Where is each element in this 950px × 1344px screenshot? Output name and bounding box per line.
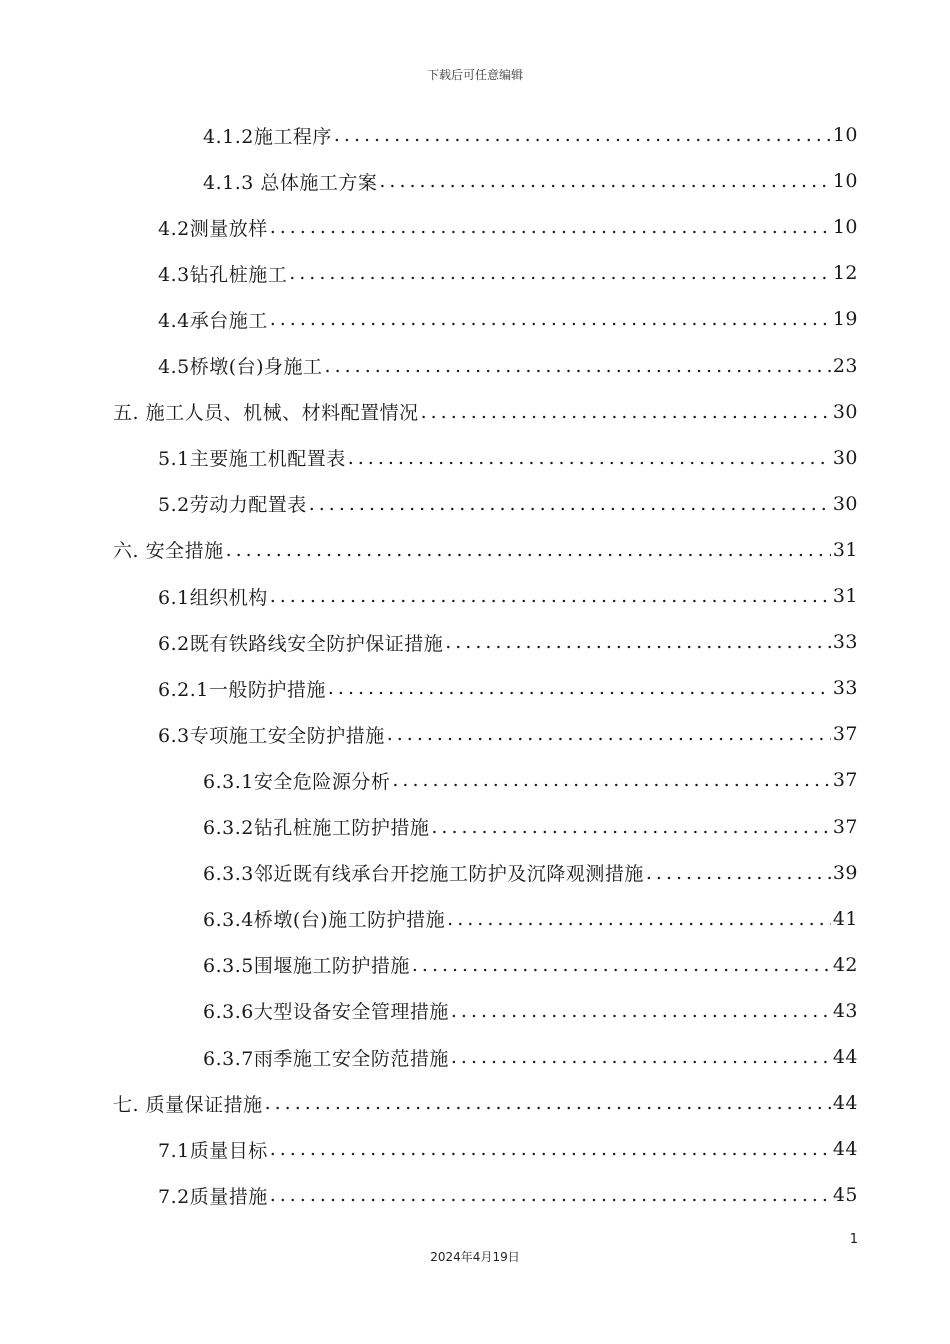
toc-entry-page: 19 <box>832 308 858 331</box>
toc-entry-label: 7.1质量目标 <box>158 1139 268 1162</box>
toc-leader-dots <box>646 862 831 884</box>
toc-entry-page: 37 <box>832 723 858 746</box>
toc-entry-page: 45 <box>832 1184 858 1207</box>
toc-entry[interactable] <box>0 389 858 435</box>
toc-leader-dots <box>447 908 831 930</box>
toc-entry-label: 4.5桥墩(台)身施工 <box>158 356 323 378</box>
toc-leader-dots <box>270 585 831 607</box>
toc-leader-dots <box>451 1046 831 1068</box>
toc-entry-page: 44 <box>832 1138 858 1161</box>
toc-entry-label: 6.3.6大型设备安全管理措施 <box>203 1001 449 1024</box>
toc-leader-dots <box>348 447 831 469</box>
toc-entry-label: 7.2质量措施 <box>158 1185 268 1208</box>
toc-leader-dots <box>325 355 831 377</box>
toc-leader-dots <box>334 124 831 146</box>
toc-entry-page: 10 <box>832 124 858 146</box>
toc-entry-label: 6.3.3邻近既有线承台开挖施工防护及沉降观测措施 <box>203 863 644 886</box>
toc-leader-dots <box>387 723 831 745</box>
toc-leader-dots <box>226 539 831 561</box>
toc-entry[interactable] <box>0 158 858 204</box>
footer-date: 2024年4月19日 <box>430 1250 520 1264</box>
toc-entry-label: 6.3.5围堰施工防护措施 <box>203 955 410 978</box>
toc-entry-label: 6.2.1一般防护措施 <box>158 678 326 701</box>
toc-entry-label: 6.3.7雨季施工安全防范措施 <box>203 1047 449 1070</box>
toc-entry-page: 44 <box>832 1092 858 1115</box>
toc-entry[interactable] <box>0 204 858 250</box>
toc-leader-dots <box>379 170 830 192</box>
toc-leader-dots <box>445 631 831 653</box>
toc-entry[interactable] <box>0 757 858 803</box>
page-number: 1 <box>849 1232 858 1247</box>
toc-entry-page: 33 <box>832 677 858 700</box>
toc-entry[interactable] <box>0 711 858 757</box>
toc-entry-label: 6.1组织机构 <box>158 586 268 609</box>
toc-entry-label: 4.4承台施工 <box>158 309 268 332</box>
toc-entry-label: 4.2测量放样 <box>158 217 268 240</box>
toc-leader-dots <box>289 262 831 284</box>
toc-entry[interactable] <box>0 1080 858 1126</box>
toc-entry[interactable] <box>0 804 858 850</box>
toc-entry[interactable] <box>0 343 858 389</box>
toc-leader-dots <box>421 401 831 423</box>
toc-entry-page: 33 <box>832 631 858 654</box>
toc-entry-label: 5.1主要施工机配置表 <box>158 448 346 471</box>
page-header: 下载后可任意编辑 <box>426 68 523 82</box>
toc-entry-page: 30 <box>832 446 858 469</box>
toc-entry-label: 4.3钻孔桩施工 <box>158 263 288 286</box>
toc-entry[interactable] <box>0 1172 858 1218</box>
toc-entry-label: 6.3专项施工安全防护措施 <box>158 724 385 747</box>
toc-entry-page: 39 <box>832 861 858 884</box>
toc-entry-page: 10 <box>832 216 858 239</box>
toc-entry-page: 30 <box>832 400 858 423</box>
toc-entry[interactable] <box>0 896 858 942</box>
toc-entry-label: 五. 施工人员、机械、材料配置情况 <box>113 402 419 425</box>
toc-entry-label: 六. 安全措施 <box>113 540 224 563</box>
toc-entry[interactable] <box>0 527 858 573</box>
toc-entry-page: 43 <box>832 999 858 1022</box>
toc-entry-label: 5.2劳动力配置表 <box>158 494 307 517</box>
toc-entry-page: 10 <box>832 170 858 193</box>
toc-entry-page: 44 <box>832 1046 858 1068</box>
toc-entry-page: 30 <box>832 492 858 515</box>
toc-entry[interactable] <box>0 665 858 711</box>
toc-entry[interactable] <box>0 850 858 896</box>
toc-entry-label: 七. 质量保证措施 <box>113 1093 263 1116</box>
toc-entry[interactable] <box>0 112 858 158</box>
toc-leader-dots <box>392 769 830 791</box>
toc-entry[interactable] <box>0 435 858 481</box>
toc-entry-label: 6.3.2钻孔桩施工防护措施 <box>203 817 430 839</box>
toc-entry[interactable] <box>0 296 858 342</box>
toc-entry-page: 31 <box>832 538 858 561</box>
toc-entry-label: 6.3.4桥墩(台)施工防护措施 <box>203 909 446 932</box>
toc-entry-page: 23 <box>832 354 858 377</box>
toc-entry[interactable] <box>0 942 858 988</box>
toc-leader-dots <box>412 954 831 976</box>
toc-leader-dots <box>328 677 831 699</box>
toc-entry-page: 37 <box>832 769 858 792</box>
toc-leader-dots <box>451 1000 831 1022</box>
toc-entry-label: 6.3.1安全危险源分析 <box>203 770 391 793</box>
toc-entry[interactable] <box>0 1126 858 1172</box>
toc-leader-dots <box>265 1092 831 1114</box>
toc-entry[interactable] <box>0 250 858 296</box>
toc-entry-label: 4.1.2施工程序 <box>203 125 332 148</box>
toc-entry-page: 12 <box>832 262 858 285</box>
toc-entry[interactable] <box>0 573 858 619</box>
toc-leader-dots <box>270 1184 831 1206</box>
toc-entry[interactable] <box>0 481 858 527</box>
toc-leader-dots <box>270 1138 831 1160</box>
toc-entry-label: 6.2既有铁路线安全防护保证措施 <box>158 632 444 655</box>
toc-entry[interactable] <box>0 988 858 1034</box>
toc-leader-dots <box>270 308 831 330</box>
toc-leader-dots <box>270 216 831 238</box>
toc-entry[interactable] <box>0 619 858 665</box>
toc-entry-page: 41 <box>832 907 858 930</box>
toc-leader-dots <box>431 816 830 838</box>
toc-entry-page: 31 <box>832 585 858 607</box>
toc-entry-page: 37 <box>832 815 858 838</box>
toc-entry-page: 42 <box>832 953 858 976</box>
toc-leader-dots <box>309 493 831 515</box>
toc-entry-label: 4.1.3 总体施工方案 <box>203 171 378 194</box>
toc-entry[interactable] <box>0 1034 858 1080</box>
